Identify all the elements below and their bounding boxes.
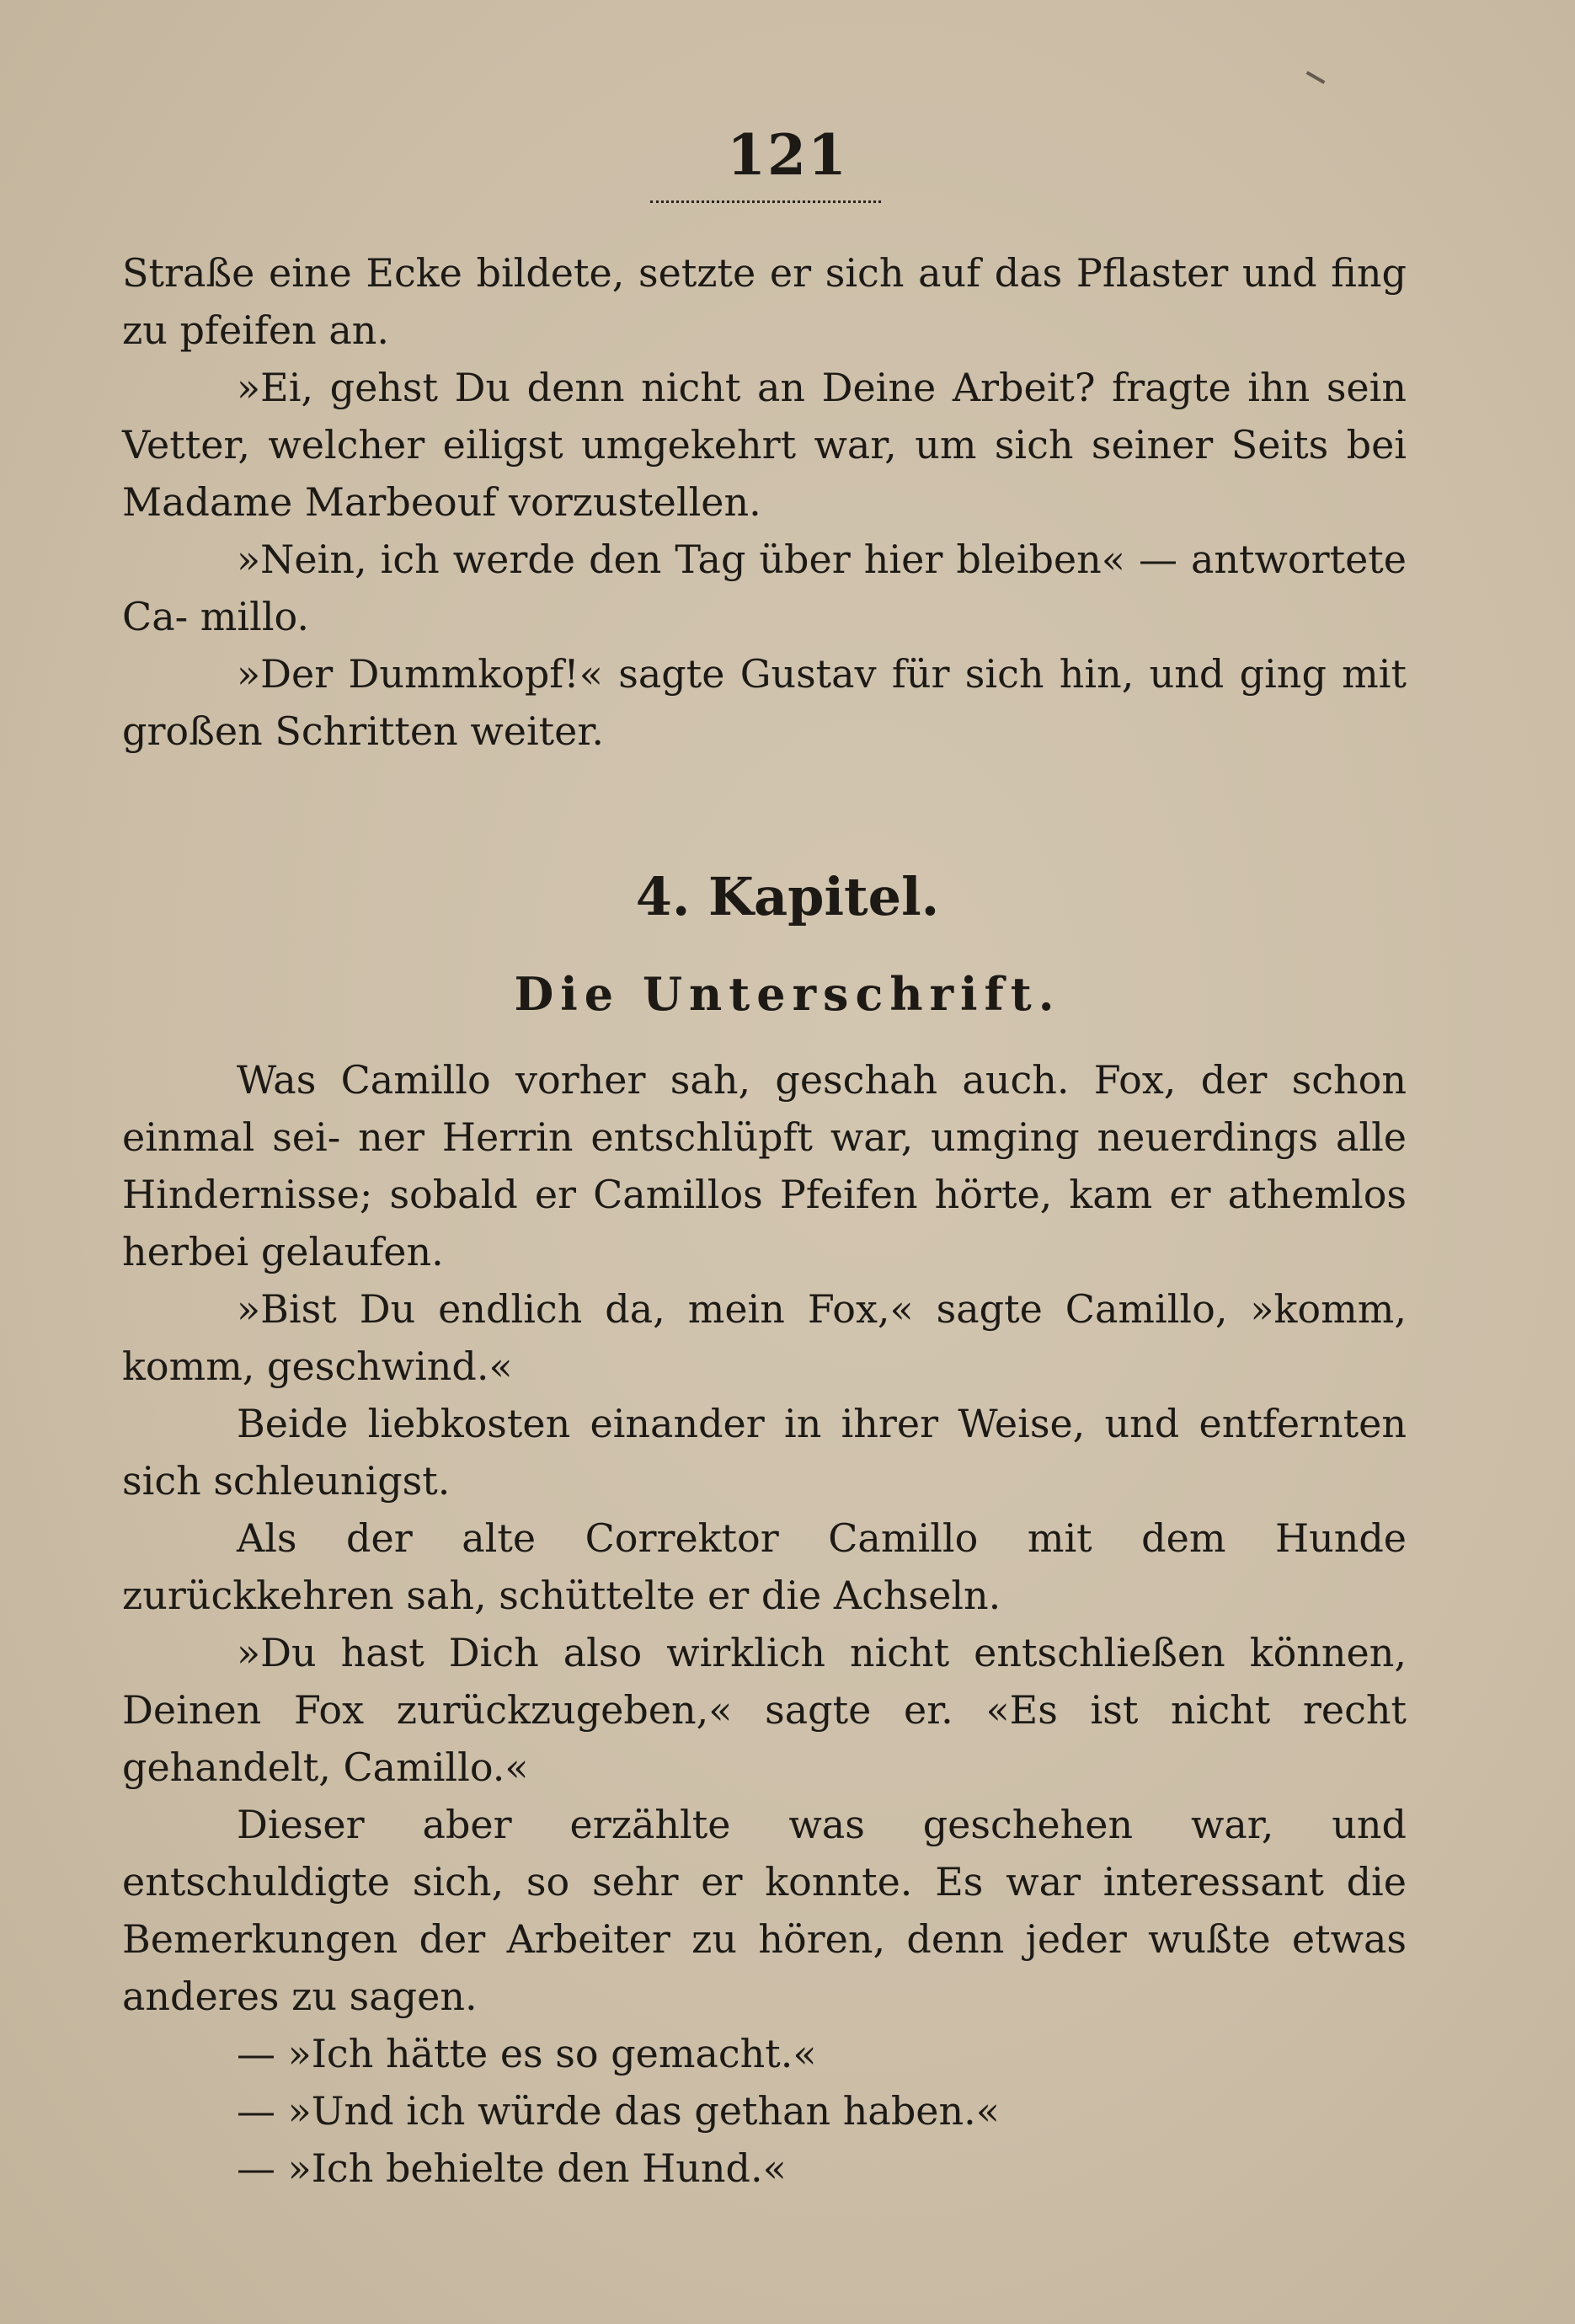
dialogue-line: — »Ich behielte den Hund.« — [237, 2145, 787, 2191]
paragraph: Als der alte Correktor Camillo mit dem Hunde zurückkehren sah, schüttelte er die Achseln. — [122, 1515, 1407, 1618]
paragraph: »Der Dummkopf!« sagte Gustav für sich hin, und ging mit großen Schritten weiter. — [122, 651, 1407, 754]
paragraph: Straße eine Ecke bildete, setzte er sich auf das Pflaster und fing zu pfeifen an. — [122, 250, 1407, 353]
dialogue-line: — »Und ich würde das gethan haben.« — [237, 2088, 1000, 2134]
header-dotted-rule — [650, 200, 881, 203]
paragraph: »Bist Du endlich da, mein Fox,« sagte Camillo, »komm, komm, geschwind.« — [122, 1286, 1407, 1389]
page-number: 121 — [727, 122, 848, 188]
dialogue-line: — »Ich hätte es so gemacht.« — [237, 2031, 817, 2076]
paragraph: Was Camillo vorher sah, geschah auch. Fox, der schon einmal sei- ner Herrin entschlüpft war, umging neuerdings alle Hindernisse; sobald er Camillos Pfeifen hörte, kam er athemlos herbei gelaufen. — [122, 1057, 1407, 1274]
chapter-heading: 4. Kapitel. — [635, 866, 940, 927]
paragraph: »Du hast Dich also wirklich nicht entschließen können, Deinen Fox zurückzugeben,« sagte er. «Es ist nicht recht gehandelt, Camillo.« — [122, 1630, 1407, 1790]
paragraph: »Nein, ich werde den Tag über hier bleiben« — antwortete Ca- millo. — [122, 537, 1407, 639]
paragraph: »Ei, gehst Du denn nicht an Deine Arbeit? fragte ihn sein Vetter, welcher eiligst umgekehrt war, um sich seiner Seits bei Madame Marbeouf vorzustellen. — [122, 365, 1407, 525]
chapter-text-block — [122, 1051, 1407, 2197]
ink-speck — [1306, 71, 1326, 83]
chapter-title: Die Unterschrift. — [514, 967, 1061, 1021]
paragraph: Dieser aber erzählte was geschehen war, und entschuldigte sich, so sehr er konnte. Es war interessant die Bemerkungen der Arbeiter zu hören, denn jeder wußte etwas anderes zu sagen. — [122, 1802, 1407, 2019]
top-text-block — [122, 244, 1407, 760]
paragraph: Beide liebkosten einander in ihrer Weise, und entfernten sich schleunigst. — [122, 1401, 1407, 1504]
